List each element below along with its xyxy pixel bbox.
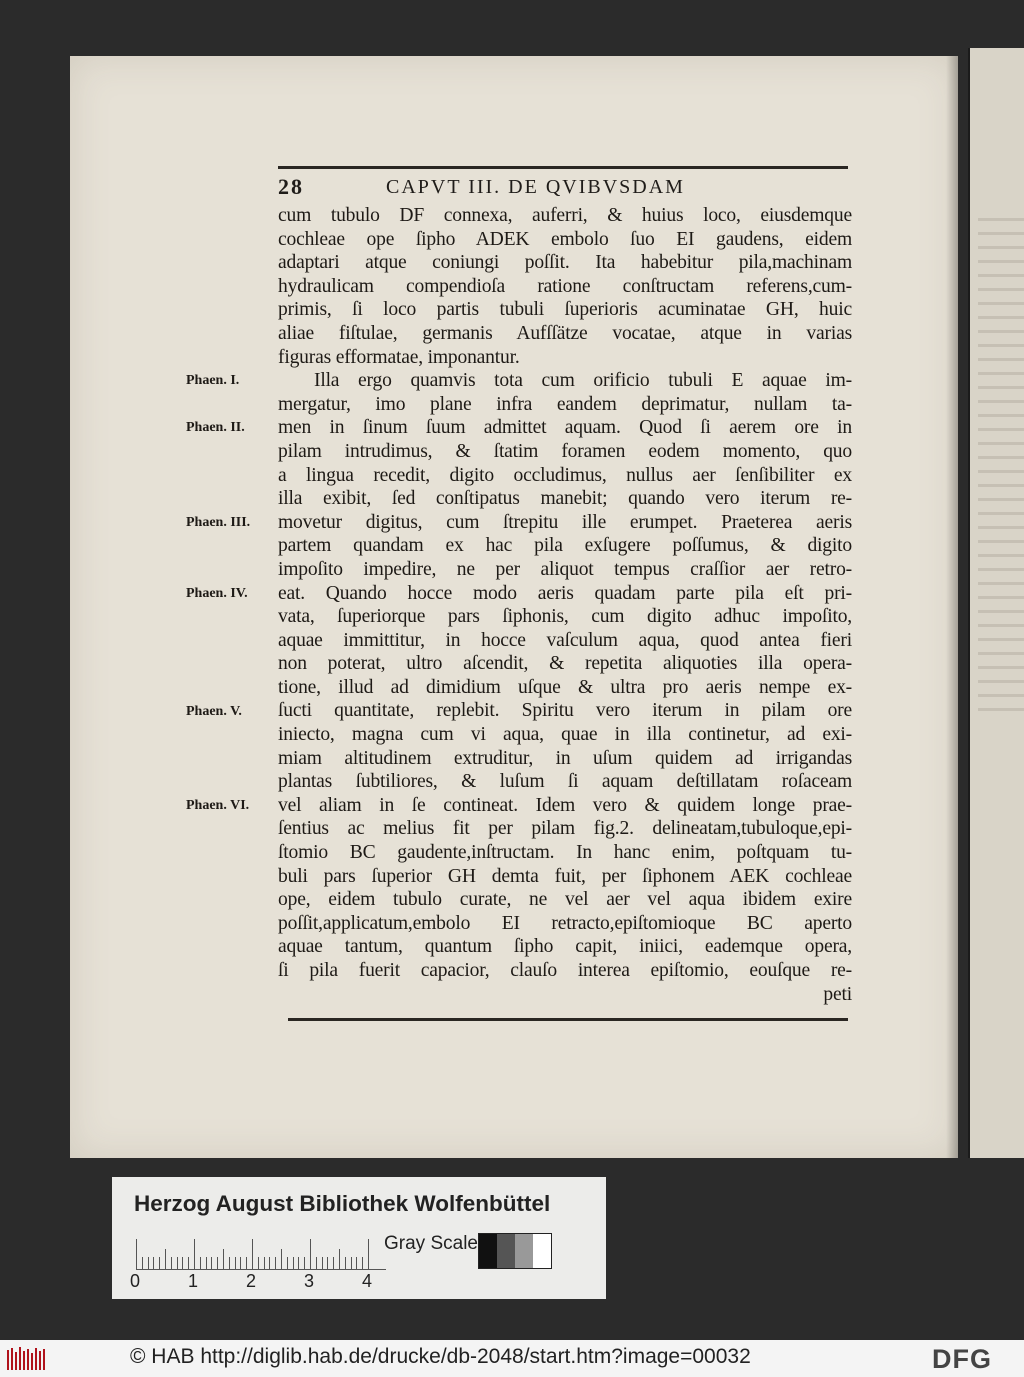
margin-note: Phaen. IV. [186, 585, 248, 601]
body-text [278, 204, 852, 1006]
ruler-tick [136, 1239, 137, 1269]
ruler-tick [356, 1257, 357, 1269]
text-line: eat. Quando hocce modo aeris quadam parte pila eſt pri- [278, 582, 852, 604]
margin-note: Phaen. I. [186, 373, 240, 389]
text-line: mergatur, imo plane infra eandem deprimatur, nullam ta- [278, 393, 852, 415]
text-line: hydraulicam compendioſa ratione conſtructam referens,cum- [278, 275, 852, 297]
ruler-tick [194, 1239, 195, 1269]
ruler-tick [345, 1257, 346, 1269]
ruler-tick [252, 1239, 253, 1269]
scale-number: 3 [304, 1271, 315, 1291]
text-line: vel aliam in ſe contineat. Idem vero & quidem longe prae- [278, 794, 852, 816]
ruler-tick [188, 1257, 189, 1269]
ruler-tick [322, 1257, 323, 1269]
running-header [278, 174, 848, 204]
ruler-tick [298, 1257, 299, 1269]
text-line: primis, ſi loco partis tubuli ſuperioris acuminatae GH, huic [278, 299, 852, 321]
margin-note: Phaen. V. [186, 703, 242, 719]
ruler-tick [310, 1239, 311, 1269]
ruler-tick [316, 1257, 317, 1269]
margin-note: Phaen. III. [186, 514, 251, 530]
text-line: partem quandam ex hac pila exſugere poſſumus, & digito [278, 535, 852, 557]
page-number: 28 [278, 174, 304, 199]
header-rule [278, 166, 848, 169]
text-line: Illa ergo quamvis tota cum orificio tubuli E aquae im- [314, 370, 852, 392]
ruler-tick [171, 1257, 172, 1269]
margin-note: Phaen. II. [186, 420, 245, 436]
ruler-tick [211, 1257, 212, 1269]
text-line: ſentius ac melius fit per pilam fig.2. delineatam,tubuloque,epi- [278, 818, 852, 840]
text-line: illa exibit, ſed conſtipatus manebit; quando vero iterum re- [278, 488, 852, 510]
text-line: cochleae ope ſipho ADEK embolo ſuo EI gaudens, eidem [278, 228, 852, 250]
text-line: peti [823, 983, 852, 1005]
ruler-tick [281, 1249, 282, 1269]
ruler-tick [177, 1257, 178, 1269]
text-line: adaptari atque coniungi poſſit. Ita habebitur pila,machinam [278, 252, 852, 274]
ruler-tick [339, 1249, 340, 1269]
text-line: a lingua recedit, digito occludimus, nullus aer ſenſibiliter ex [278, 464, 852, 486]
ruler-tick [148, 1257, 149, 1269]
text-line: plantas ſubtiliores, & luſum ſi aquam deſtillatam roſaceam [278, 771, 852, 793]
text-line: iniecto, magna cum vi aqua, quae in illa continetur, ad exi- [278, 724, 852, 746]
ruler-tick [327, 1257, 328, 1269]
text-line: miam altitudinem extruditur, in uſum quidem ad irrigandas [278, 747, 852, 769]
scale-number: 0 [130, 1271, 141, 1291]
text-line: movetur digitus, cum ſtrepitu ille erumpet. Praeterea aeris [278, 511, 852, 533]
gray-swatch [533, 1234, 551, 1268]
footer-rule [288, 1018, 848, 1021]
ruler-tick [275, 1257, 276, 1269]
gray-swatch [515, 1234, 533, 1268]
copyright-link[interactable]: © HAB http://diglib.hab.de/drucke/db-2048/start.htm?image=00032 [130, 1345, 751, 1368]
gray-scale-label: Gray Scale [384, 1233, 478, 1254]
ruler-tick [182, 1257, 183, 1269]
footer-bar [0, 1340, 1024, 1377]
ruler-tick [229, 1257, 230, 1269]
ruler-tick [217, 1257, 218, 1269]
ruler-tick [304, 1257, 305, 1269]
text-line: impoſito impedire, ne per aliquot tempus craſſior aer retro- [278, 558, 852, 580]
text-line: pilam intrudimus, & ſtatim foramen eodem momento, quo [278, 440, 852, 462]
text-line: aliae fiſtulae, germanis Aufſſätze vocatae, atque in varias [278, 322, 852, 344]
hab-logo-icon [6, 1346, 46, 1372]
ruler-tick [351, 1257, 352, 1269]
scale-ruler [136, 1239, 386, 1270]
text-line: aquae tantum, quantum ſipho capit, iniici, eademque opera, [278, 936, 852, 958]
text-line: cum tubulo DF connexa, auferri, & huius loco, eiusdemque [278, 205, 852, 226]
ruler-tick [246, 1257, 247, 1269]
text-line: buli pars ſuperior GH demta fuit, per ſiphonem AEK cochleae [278, 865, 852, 887]
library-name: Herzog August Bibliothek Wolfenbüttel [134, 1191, 551, 1216]
ruler-tick [362, 1257, 363, 1269]
text-line: vata, ſuperiorque pars ſiphonis, cum digito adhuc impoſito, [278, 606, 852, 628]
scale-number: 2 [246, 1271, 257, 1291]
text-line: tione, illud ad dimidium uſque & ultra pro aeris nempe ex- [278, 676, 852, 698]
text-line: ſi pila fuerit capacior, clauſo interea epiſtomio, eouſque re- [278, 960, 852, 981]
text-line: poſſit,applicatum,embolo EI retracto,epiſtomioque BC aperto [278, 912, 852, 934]
ruler-tick [235, 1257, 236, 1269]
ruler-tick [368, 1239, 369, 1269]
gray-swatch [479, 1234, 497, 1268]
ruler-tick [333, 1257, 334, 1269]
color-calibration-card [112, 1177, 606, 1299]
ruler-tick [159, 1257, 160, 1269]
scale-number: 1 [188, 1271, 199, 1291]
text-line: ſucti quantitate, replebit. Spiritu vero iterum in pilam ore [278, 700, 852, 722]
adjacent-page-edge [968, 48, 1024, 1158]
scale-number: 4 [362, 1271, 373, 1291]
ruler-tick [142, 1257, 143, 1269]
text-line: non poterat, ultro aſcendit, & repetita aliquoties illa opera- [278, 653, 852, 675]
text-line: men in ſinum ſuum admittet aquam. Quod ſi aerem ore in [278, 417, 852, 439]
text-line: ope, eidem tubulo curate, ne vel aer vel aqua ibidem exire [278, 889, 852, 911]
ruler-tick [287, 1257, 288, 1269]
gray-scale-swatch [478, 1233, 552, 1269]
ruler-tick [264, 1257, 265, 1269]
ruler-tick [269, 1257, 270, 1269]
ruler-tick [223, 1249, 224, 1269]
text-line: figuras efformatae, imponantur. [278, 346, 520, 368]
running-title: CAPVT III. DE QVIBVSDAM [386, 176, 685, 198]
text-line: aquae immittitur, in hocce vaſculum aqua, quod antea fieri [278, 629, 852, 651]
text-line: ſtomio BC gaudente,inſtructam. In hanc enim, poſtquam tu- [278, 842, 852, 864]
margin-note: Phaen. VI. [186, 798, 250, 813]
ruler-tick [153, 1257, 154, 1269]
ruler-tick [240, 1257, 241, 1269]
ruler-tick [200, 1257, 201, 1269]
ruler-tick [165, 1249, 166, 1269]
ruler-tick [206, 1257, 207, 1269]
ruler-tick [293, 1257, 294, 1269]
gray-swatch [497, 1234, 515, 1268]
dfg-logo: DFG [932, 1344, 992, 1374]
ruler-tick [258, 1257, 259, 1269]
